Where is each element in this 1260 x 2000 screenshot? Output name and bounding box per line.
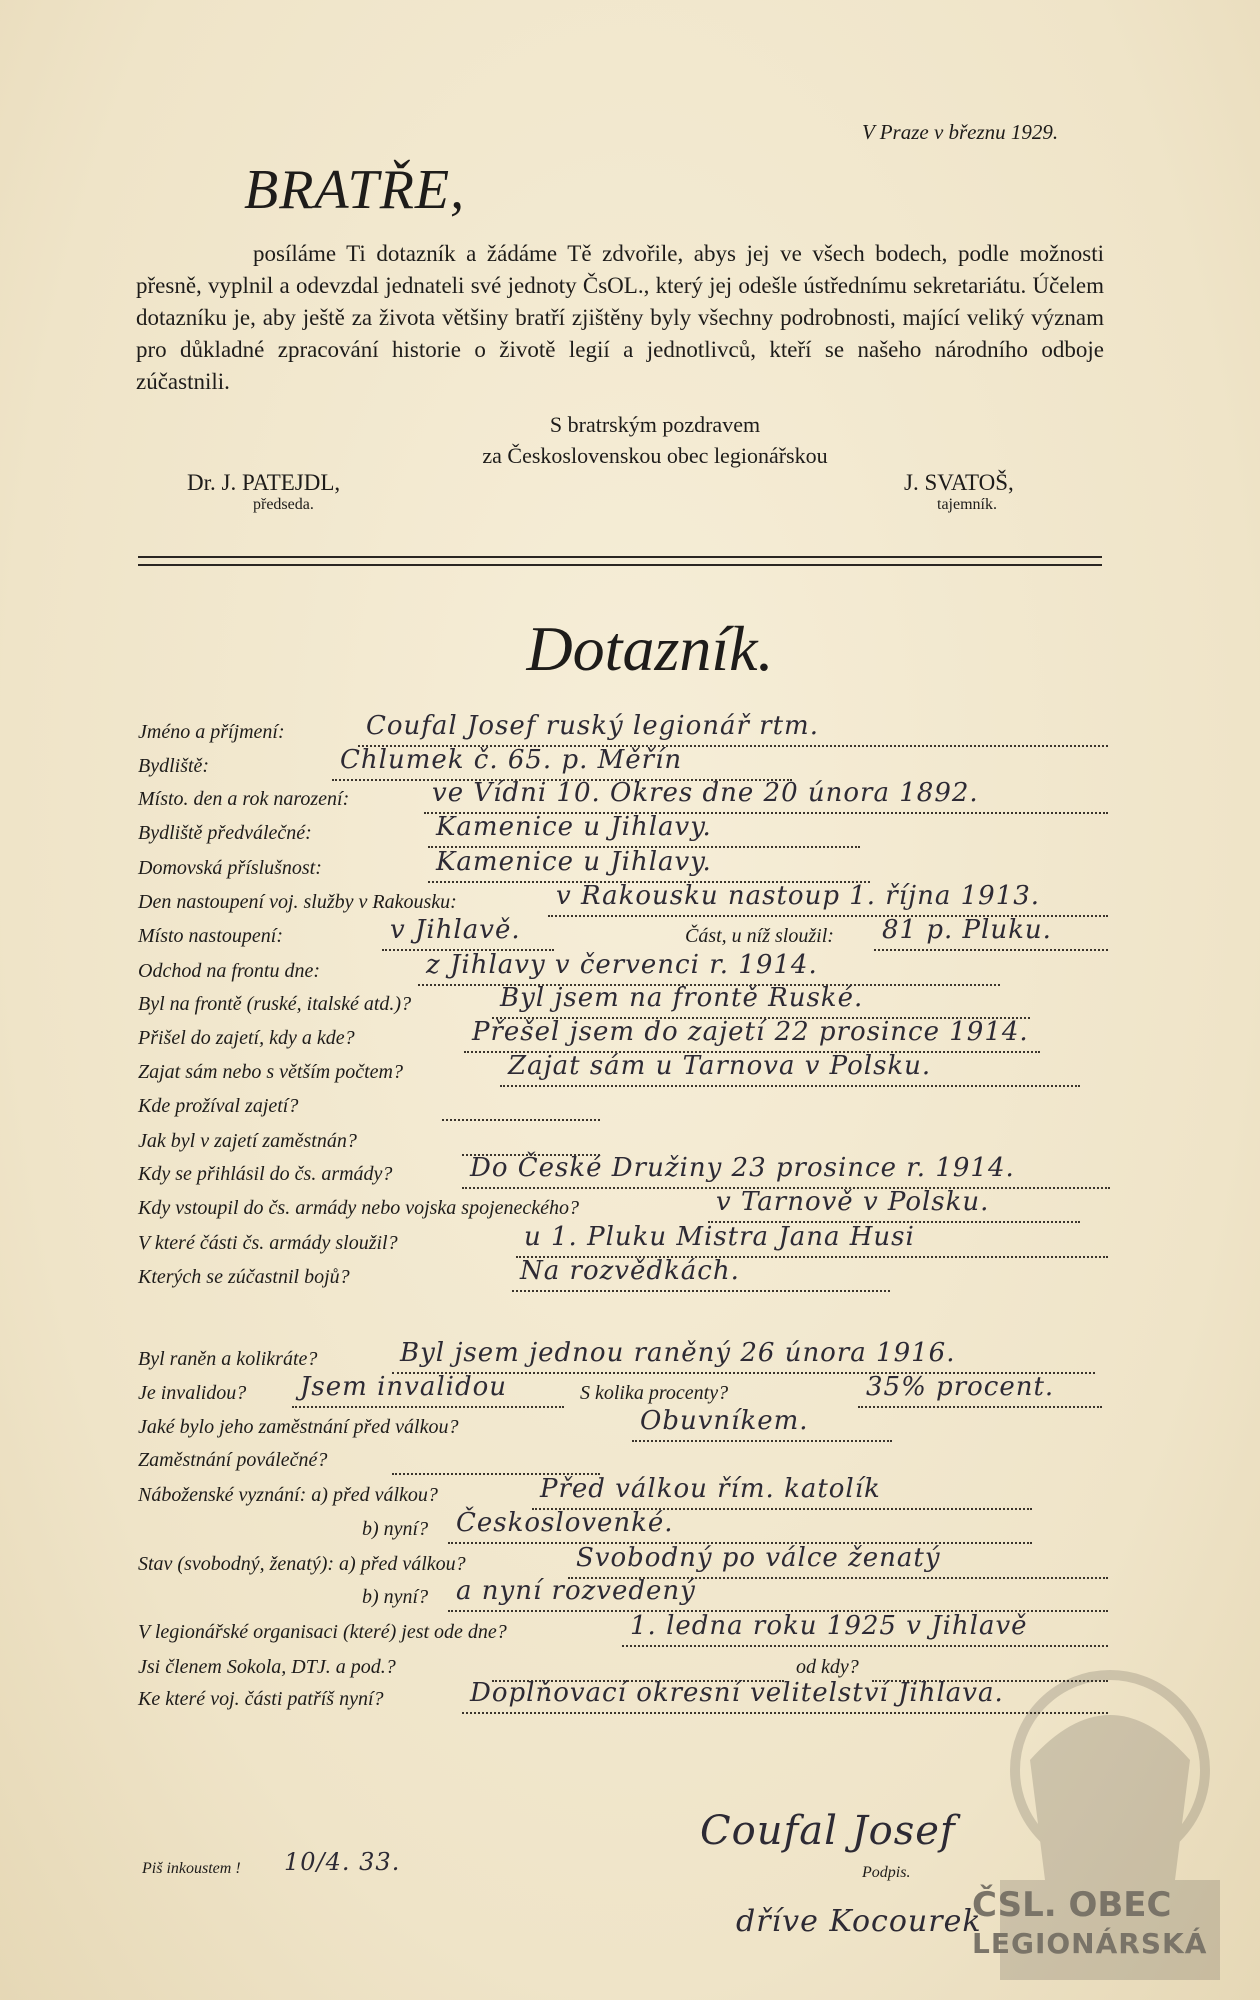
field-answer: Kamenice u Jihlavy. xyxy=(436,847,712,877)
field-label: V které části čs. armády sloužil? xyxy=(138,1232,398,1254)
field-answer: Jsem invalidou xyxy=(300,1372,507,1402)
dateline: V Praze v březnu 1929. xyxy=(862,120,1059,144)
field-answer: v Tarnově v Polsku. xyxy=(716,1187,990,1217)
signatory-right-role: tajemník. xyxy=(937,496,997,513)
field-label: b) nyní? xyxy=(362,1586,429,1608)
field-label: Jsi členem Sokola, DTJ. a pod.? xyxy=(138,1656,396,1678)
field-answer: Před válkou řím. katolík xyxy=(540,1474,881,1504)
obec-legionarska-logo xyxy=(972,1885,1217,1965)
field-label: Kdy vstoupil do čs. armády nebo vojska spojeneckého? xyxy=(138,1197,580,1219)
field-answer: 1. ledna roku 1925 v Jihlavě xyxy=(630,1611,1028,1641)
field-answer: Coufal Josef ruský legionář rtm. xyxy=(366,711,819,741)
answer-line xyxy=(622,1645,1108,1647)
answer-line xyxy=(442,1119,600,1121)
field-label: Kterých se zúčastnil bojů? xyxy=(138,1266,350,1288)
field-label: Jak byl v zajetí zaměstnán? xyxy=(138,1130,357,1152)
field-label: V legionářské organisaci (které) jest ode dne? xyxy=(138,1621,507,1643)
answer-line xyxy=(512,1290,890,1292)
field-label: Byl na frontě (ruské, italské atd.)? xyxy=(138,993,412,1015)
answer-line-secondary xyxy=(858,1406,1102,1408)
field-label: Náboženské vyznání: a) před válkou? xyxy=(138,1484,438,1506)
field-label: Odchod na frontu dne: xyxy=(138,960,321,982)
field-label: Stav (svobodný, ženatý): a) před válkou? xyxy=(138,1553,466,1575)
form-title: Dotazník. xyxy=(526,613,774,684)
field-label: Zajat sám nebo s větším počtem? xyxy=(138,1061,403,1083)
handwritten-previous-name: dříve Kocourek xyxy=(736,1904,982,1939)
field-answer: Na rozvědkách. xyxy=(520,1256,740,1286)
signature-label: Podpis. xyxy=(862,1864,911,1881)
logo-line-1: ČSL. OBEC xyxy=(972,1885,1172,1925)
field-answer: v Jihlavě. xyxy=(390,915,521,945)
field-answer: Přešel jsem do zajetí 22 prosince 1914. xyxy=(472,1017,1029,1047)
field-label: Domovská příslušnost: xyxy=(138,857,322,879)
logo-line-2: LEGIONÁRSKÁ xyxy=(972,1927,1208,1960)
answer-line xyxy=(632,1440,892,1442)
field-label: b) nyní? xyxy=(362,1518,429,1540)
field-answer: Byl jsem na frontě Ruské. xyxy=(500,983,864,1013)
field-label: Den nastoupení voj. služby v Rakousku: xyxy=(138,891,457,913)
field-answer: u 1. Pluku Mistra Jana Husi xyxy=(524,1222,915,1252)
field-answer: Svobodný po válce ženatý xyxy=(576,1543,941,1573)
field-label: Je invalidou? xyxy=(138,1382,247,1404)
field-label: Místo. den a rok narození: xyxy=(138,788,350,810)
field-label: Zaměstnání poválečné? xyxy=(138,1449,328,1471)
ink-note: Piš inkoustem ! xyxy=(142,1860,241,1877)
intro-text: posíláme Ti dotazník a žádáme Tě zdvořile, abys jej ve všech bodech, podle možnosti přesně, vyplnil a odevzdal jednateli své jednoty ČsOL., který jej odešle ústřednímu sekretariátu. Účelem dotazníku je, aby ještě za života většiny bratří zjištěny byly všechny podrobnosti, mající veliký význam pro důkladné zpracování historie o životě legií a jednotlivců, kteří se našeho národního odboje zúčastnili. xyxy=(136,241,1104,394)
field-label: Bydliště předválečné: xyxy=(138,822,312,844)
field-answer: Doplňovací okresní velitelství Jihlava. xyxy=(470,1678,1004,1708)
field-label: Jméno a příjmení: xyxy=(138,721,285,743)
field-answer: v Rakousku nastoup 1. října 1913. xyxy=(556,881,1041,911)
field-answer: Obuvníkem. xyxy=(640,1406,809,1436)
divider-top xyxy=(138,556,1102,558)
answer-line-secondary xyxy=(874,949,1108,951)
field-answer-secondary: 35% procent. xyxy=(866,1372,1055,1402)
greeting-line-1: S bratrským pozdravem xyxy=(549,412,761,437)
field-answer: Do České Družiny 23 prosince r. 1914. xyxy=(470,1153,1015,1183)
field-label: Jaké bylo jeho zaměstnání před válkou? xyxy=(138,1416,459,1438)
field-answer: Byl jsem jednou raněný 26 února 1916. xyxy=(400,1338,956,1368)
field-answer-secondary: 81 p. Pluku. xyxy=(882,915,1052,945)
field-label: Kdy se přihlásil do čs. armády? xyxy=(138,1163,393,1185)
signatory-right-name: J. SVATOŠ, xyxy=(904,470,1014,495)
signatory-left-name: Dr. J. PATEJDL, xyxy=(187,470,341,495)
field-label-secondary: od kdy? xyxy=(796,1656,859,1678)
answer-line xyxy=(500,1085,1080,1087)
field-answer: z Jihlavy v červenci r. 1914. xyxy=(426,950,818,980)
field-answer: a nyní rozvedený xyxy=(456,1576,696,1606)
field-label-secondary: S kolika procenty? xyxy=(580,1382,729,1404)
intro-paragraph xyxy=(136,238,1104,398)
greeting-line-2: za Československou obec legionářskou xyxy=(482,443,828,468)
field-label-secondary: Část, u níž sloužil: xyxy=(685,925,834,947)
field-answer: Zajat sám u Tarnova v Polsku. xyxy=(508,1051,932,1081)
salutation: BRATŘE, xyxy=(244,159,466,221)
field-label: Byl raněn a kolikráte? xyxy=(138,1348,318,1370)
field-answer: Chlumek č. 65. p. Měřín xyxy=(340,745,683,775)
field-label: Kde prožíval zajetí? xyxy=(138,1095,299,1117)
answer-line xyxy=(292,1406,564,1408)
field-label: Místo nastoupení: xyxy=(138,925,283,947)
handwritten-signature: Coufal Josef xyxy=(700,1808,956,1854)
field-answer: ve Vídni 10. Okres dne 20 února 1892. xyxy=(432,778,979,808)
signatory-left-role: předseda. xyxy=(253,496,314,513)
field-answer: Kamenice u Jihlavy. xyxy=(436,812,712,842)
field-answer: Českoslovenké. xyxy=(456,1508,674,1538)
handwritten-date: 10/4. 33. xyxy=(284,1848,401,1876)
field-label: Přišel do zajetí, kdy a kde? xyxy=(138,1027,355,1049)
divider-bottom xyxy=(138,564,1102,566)
field-label: Bydliště: xyxy=(138,755,210,777)
field-label: Ke které voj. části patříš nyní? xyxy=(138,1688,384,1710)
